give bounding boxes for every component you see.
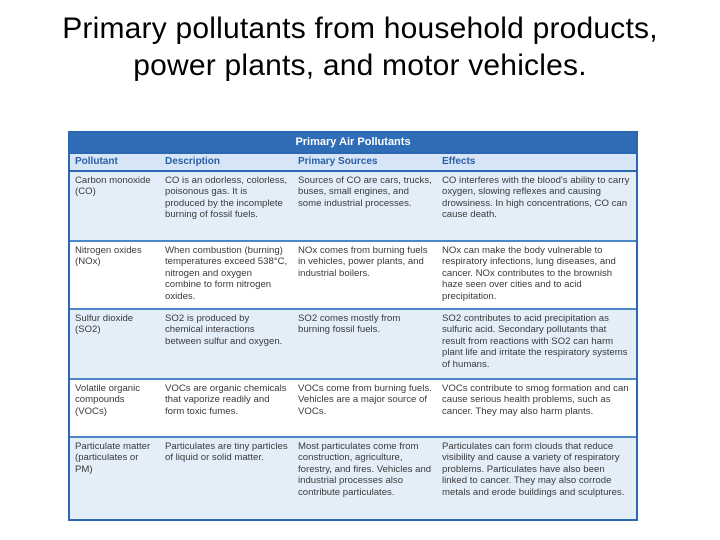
- cell-pollutant: Particulate matter (particulates or PM): [75, 441, 151, 475]
- cell-sources: VOCs come from burning fuels. Vehicles are a major source of VOCs.: [298, 383, 432, 417]
- table-row: [70, 242, 636, 310]
- cell-sources: SO2 comes mostly from burning fossil fuels.: [298, 313, 401, 336]
- cell-description: VOCs are organic chemicals that vaporize readily and form toxic fumes.: [165, 383, 287, 417]
- cell-pollutant: Nitrogen oxides (NOx): [75, 245, 142, 268]
- cell-description: When combustion (burning) temperatures exceed 538°C, nitrogen and oxygen combine to form nitrogen oxides.: [165, 245, 288, 302]
- table-title: Primary Air Pollutants: [70, 133, 636, 152]
- cell-effects: Particulates can form clouds that reduce visibility and cause a variety of respiratory problems. Particulates have also been linked to cancer. They may also corrode metals and erode buildings and sculptures.: [442, 441, 625, 498]
- cell-effects: SO2 contributes to acid precipitation as sulfuric acid. Secondary pollutants that result from reactions with SO2 can harm plant life and irritate the respiratory systems of humans.: [442, 313, 628, 370]
- cell-pollutant: Volatile organic compounds (VOCs): [75, 383, 141, 417]
- header-pollutant: Pollutant: [75, 156, 118, 167]
- cell-sources: Sources of CO are cars, trucks, buses, small engines, and some industrial processes.: [298, 175, 432, 209]
- slide-title: Primary pollutants from household products, power plants, and motor vehicles.: [62, 12, 658, 82]
- header-effects: Effects: [442, 156, 476, 167]
- cell-pollutant: Carbon monoxide (CO): [75, 175, 151, 198]
- header-description: Description: [165, 156, 221, 167]
- cell-description: Particulates are tiny particles of liquid or solid matter.: [165, 441, 288, 464]
- table-row: [70, 380, 636, 438]
- table-header-row: [70, 152, 636, 172]
- cell-effects: NOx can make the body vulnerable to respiratory infections, lung diseases, and cancer. NOx contributes to the brownish haze seen over cities and to acid precipitation.: [442, 245, 616, 302]
- table-row: [70, 438, 636, 521]
- cell-description: CO is an odorless, colorless, poisonous gas. It is produced by the incomplete burning of fossil fuels.: [165, 175, 288, 221]
- cell-effects: VOCs contribute to smog formation and can cause serious health problems, such as cancer. They may also harm plants.: [442, 383, 629, 417]
- cell-description: SO2 is produced by chemical interactions between sulfur and oxygen.: [165, 313, 283, 347]
- cell-effects: CO interferes with the blood's ability to carry oxygen, slowing reflexes and causing drowsiness. In high concentrations, CO can cause death.: [442, 175, 630, 221]
- pollutants-table: [68, 131, 638, 521]
- table-row: [70, 310, 636, 380]
- table-row: [70, 172, 636, 242]
- header-primary-sources: Primary Sources: [298, 156, 378, 167]
- cell-sources: Most particulates come from construction, agriculture, forestry, and fires. Vehicles and industrial processes also contribute particulates.: [298, 441, 432, 498]
- cell-sources: NOx comes from burning fuels in vehicles, power plants, and industrial boilers.: [298, 245, 428, 279]
- cell-pollutant: Sulfur dioxide (SO2): [75, 313, 134, 336]
